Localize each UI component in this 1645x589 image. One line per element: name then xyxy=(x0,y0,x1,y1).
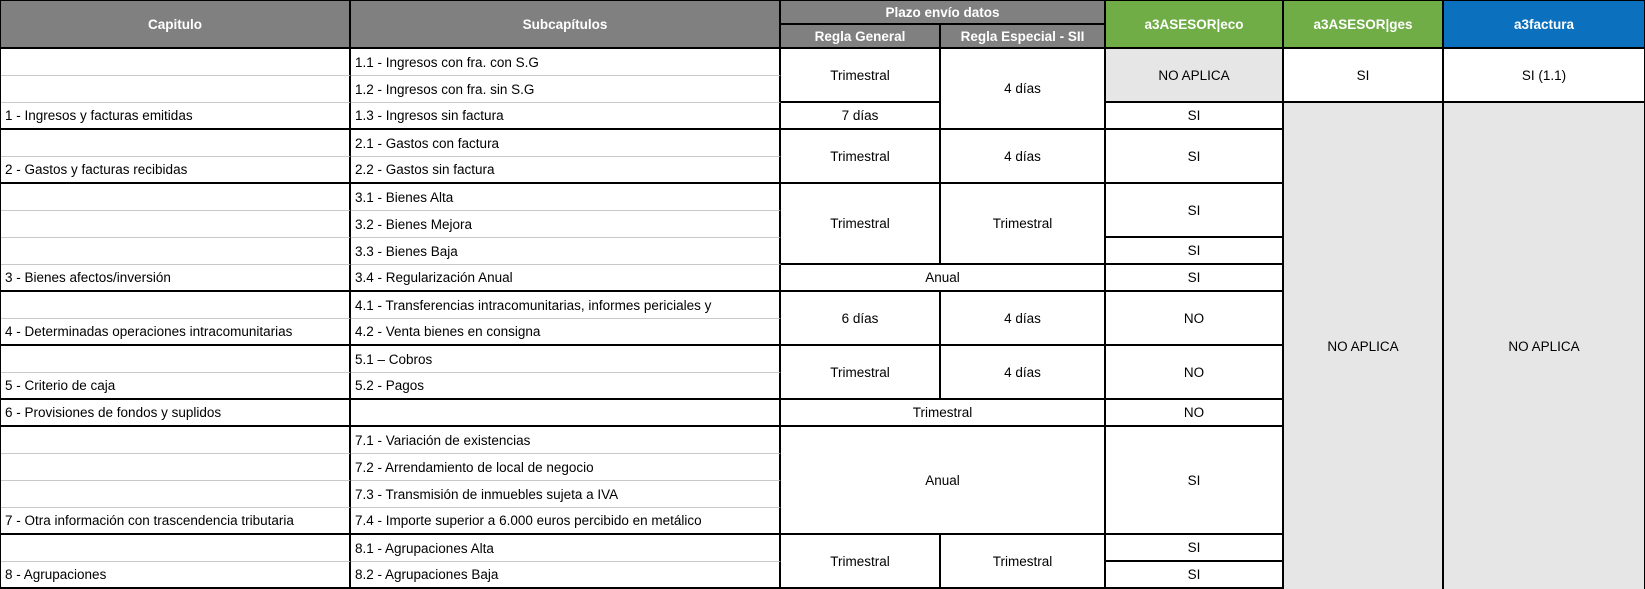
capitulo-spacer xyxy=(1,211,351,238)
subcapitulo-cell: 7.3 - Transmisión de inmuebles sujeta a IVA xyxy=(351,481,781,508)
capitulo-spacer xyxy=(1,454,351,481)
capitulo-spacer xyxy=(1,130,351,157)
capitulo-label-5: 5 - Criterio de caja xyxy=(1,373,351,400)
capitulo-spacer xyxy=(1,238,351,265)
capitulo-label-7: 7 - Otra información con trascendencia tributaria xyxy=(1,508,351,535)
eco-cell: SI xyxy=(1106,535,1284,562)
subcapitulo-cell: 2.2 - Gastos sin factura xyxy=(351,157,781,184)
eco-cell: SI xyxy=(1106,427,1284,535)
subcapitulo-cell: 3.1 - Bienes Alta xyxy=(351,184,781,211)
regla-general-cell: Trimestral xyxy=(781,184,941,265)
factura-cell: NO APLICA xyxy=(1444,103,1645,589)
subcapitulo-cell: 1.2 - Ingresos con fra. sin S.G xyxy=(351,76,781,103)
subcapitulo-cell: 2.1 - Gastos con factura xyxy=(351,130,781,157)
subcapitulo-cell: 4.2 - Venta bienes en consigna xyxy=(351,319,781,346)
subcapitulo-cell: 3.2 - Bienes Mejora xyxy=(351,211,781,238)
eco-cell: NO APLICA xyxy=(1106,49,1284,103)
regla-especial-cell: 4 días xyxy=(941,130,1106,184)
capitulo-spacer xyxy=(1,292,351,319)
eco-cell: NO xyxy=(1106,292,1284,346)
header-a3asesor-eco: a3ASESOR|eco xyxy=(1106,1,1284,49)
subcapitulo-cell: 4.1 - Transferencias intracomunitarias, informes periciales y xyxy=(351,292,781,319)
header-capitulo: Capitulo xyxy=(1,1,351,49)
capitulo-spacer xyxy=(1,535,351,562)
capitulo-spacer xyxy=(1,427,351,454)
subcapitulo-cell: 3.3 - Bienes Baja xyxy=(351,238,781,265)
subcapitulo-empty xyxy=(351,400,781,427)
eco-cell: SI xyxy=(1106,103,1284,130)
ges-cell: NO APLICA xyxy=(1284,103,1444,589)
capitulo-label-8: 8 - Agrupaciones xyxy=(1,562,351,589)
capitulo-label-2: 2 - Gastos y facturas recibidas xyxy=(1,157,351,184)
capitulo-label-6: 6 - Provisiones de fondos y suplidos xyxy=(1,400,351,427)
eco-cell: SI xyxy=(1106,184,1284,238)
plazo-merged-cell: Anual xyxy=(781,427,1106,535)
subcapitulo-cell: 8.2 - Agrupaciones Baja xyxy=(351,562,781,589)
capitulo-spacer xyxy=(1,184,351,211)
ges-cell: SI xyxy=(1284,49,1444,103)
subcapitulo-cell: 5.1 – Cobros xyxy=(351,346,781,373)
regla-especial-cell: 4 días xyxy=(941,292,1106,346)
subcapitulo-cell: 5.2 - Pagos xyxy=(351,373,781,400)
regla-general-cell: 7 días xyxy=(781,103,941,130)
subcapitulo-cell: 3.4 - Regularización Anual xyxy=(351,265,781,292)
header-a3asesor-ges: a3ASESOR|ges xyxy=(1284,1,1444,49)
eco-cell: NO xyxy=(1106,346,1284,400)
capitulo-label-4: 4 - Determinadas operaciones intracomunitarias xyxy=(1,319,351,346)
subcapitulo-cell: 1.3 - Ingresos sin factura xyxy=(351,103,781,130)
capitulo-label-1: 1 - Ingresos y facturas emitidas xyxy=(1,103,351,130)
regla-general-cell: Trimestral xyxy=(781,535,941,589)
header-subcapitulos: Subcapítulos xyxy=(351,1,781,49)
regla-especial-cell: 4 días xyxy=(941,49,1106,130)
regla-especial-cell: Trimestral xyxy=(941,535,1106,589)
plazo-merged-cell: Anual xyxy=(781,265,1106,292)
regla-general-cell: Trimestral xyxy=(781,346,941,400)
subcapitulo-cell: 1.1 - Ingresos con fra. con S.G xyxy=(351,49,781,76)
regla-general-cell: Trimestral xyxy=(781,130,941,184)
factura-cell: SI (1.1) xyxy=(1444,49,1645,103)
capitulo-spacer xyxy=(1,49,351,76)
plazo-merged-cell: Trimestral xyxy=(781,400,1106,427)
regla-especial-cell: Trimestral xyxy=(941,184,1106,265)
subcapitulo-cell: 7.2 - Arrendamiento de local de negocio xyxy=(351,454,781,481)
subcapitulo-cell: 8.1 - Agrupaciones Alta xyxy=(351,535,781,562)
header-a3factura: a3factura xyxy=(1444,1,1645,49)
eco-cell: SI xyxy=(1106,562,1284,589)
header-regla-general: Regla General xyxy=(781,25,941,49)
header-plazo-envio-datos: Plazo envío datos xyxy=(781,1,1106,25)
capitulo-spacer xyxy=(1,346,351,373)
regla-especial-cell: 4 días xyxy=(941,346,1106,400)
subcapitulo-cell: 7.4 - Importe superior a 6.000 euros percibido en metálico xyxy=(351,508,781,535)
eco-cell: NO xyxy=(1106,400,1284,427)
regla-general-cell: 6 días xyxy=(781,292,941,346)
capitulo-spacer xyxy=(1,481,351,508)
subcapitulo-cell: 7.1 - Variación de existencias xyxy=(351,427,781,454)
eco-cell: SI xyxy=(1106,265,1284,292)
eco-cell: SI xyxy=(1106,130,1284,184)
eco-cell: SI xyxy=(1106,238,1284,265)
regla-general-cell: Trimestral xyxy=(781,49,941,103)
capitulo-label-3: 3 - Bienes afectos/inversión xyxy=(1,265,351,292)
header-regla-especial-sii: Regla Especial - SII xyxy=(941,25,1106,49)
capitulo-spacer xyxy=(1,76,351,103)
